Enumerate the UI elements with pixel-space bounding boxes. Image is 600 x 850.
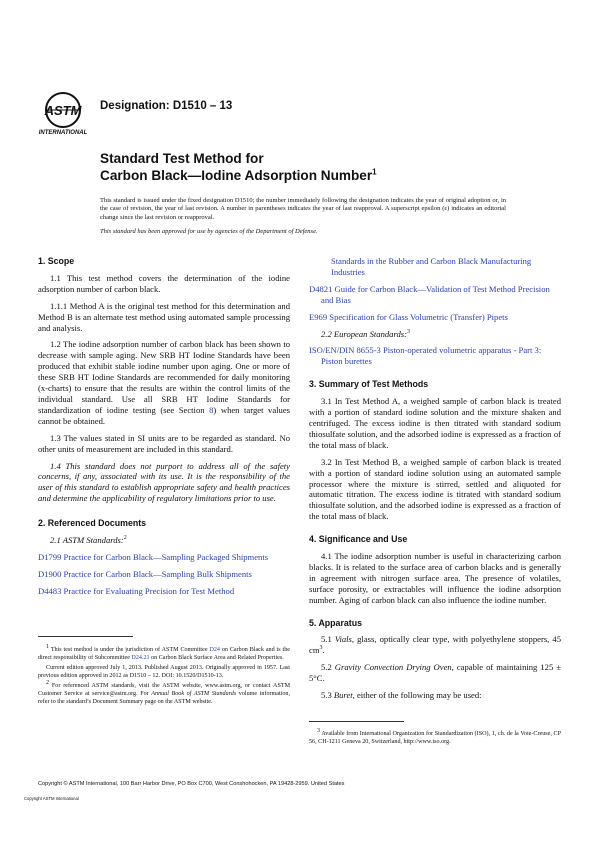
ref-d4821-title[interactable]: Guide for Carbon Black—Validation of Test Method Precision and Bias xyxy=(321,283,550,305)
right-column xyxy=(309,256,561,707)
footnote-divider-left xyxy=(38,636,133,637)
para-5-2-num: 5.2 xyxy=(321,662,335,673)
footnote-1-edition: Current edition approved July 1, 2013. Published August 2013. Originally approved in 1957. Last previous edition approved in 2012 as D1510 – 12. DOI: 10.1520/D1510-13. xyxy=(38,665,290,679)
footnote-2-italic: Annual Book of ASTM Standards xyxy=(151,691,237,697)
section-3-heading: 3. Summary of Test Methods xyxy=(309,379,429,390)
title-line-2 xyxy=(100,167,377,184)
ref-d1900-title[interactable]: Practice for Carbon Black—Sampling Bulk Shipments xyxy=(61,568,252,579)
para-5-1-term: Vials, xyxy=(334,634,355,645)
astm-standards-label: 2.1 ASTM Standards: xyxy=(50,535,124,546)
footnote-3-para: $^3$ Available from International Organization for Standardization (ISO), 1, ch. de la Voie-Creuse, CP 56, CH-1211 Geneva 20, Switzerland, http://www.iso.org. xyxy=(309,727,561,745)
para-5-3 xyxy=(309,690,561,701)
page-title xyxy=(100,150,377,184)
para-1-2 xyxy=(38,339,290,426)
issuance-note xyxy=(100,197,506,237)
section-1-heading: 1. Scope xyxy=(38,256,75,266)
footnote-2-text-end: volume information, refer to the standard’s Document Summary page on the ASTM website. xyxy=(38,691,290,705)
para-3-1: 3.1 In Test Method A, a weighed sample of carbon black is treated with a portion of standard iodine solution and the mixture shaken and centrifuged. The excess iodine is then titrated with standard sodium thiosulfate solution, and the adsorbed iodine is expressed as a fraction of the total mass of black. xyxy=(309,396,561,450)
footnote-3 xyxy=(309,727,561,748)
ref-d4483-continued xyxy=(309,256,561,278)
footnote-2-ref[interactable]: 2 xyxy=(123,535,127,542)
ref-d4483-title-cont[interactable]: Standards in the Rubber and Carbon Black Manufacturing Industries xyxy=(331,256,532,277)
ref-d1799-title[interactable]: Practice for Carbon Black—Sampling Packaged Shipments xyxy=(61,551,269,562)
title-main: Carbon Black—Iodine Adsorption Number xyxy=(100,168,373,183)
copyright-line-2: Copyright ASTM International xyxy=(24,796,79,801)
footnote-1-text-2: on Carbon Black and is the direct responsibility of Subcommittee xyxy=(38,647,290,661)
para-5-1-end: . xyxy=(322,645,325,656)
footnote-1-text-3: on Carbon Black Surface Area and Related Properties. xyxy=(149,655,284,661)
ref-d4821 xyxy=(309,284,561,306)
para-2-1 xyxy=(38,535,290,546)
para-1-4: 1.4 This standard does not purport to address all of the safety concerns, if any, associated with its use. It is the responsibility of the user of this standard to establish appropriate safety and health practices and determine the applicability of regulatory limitations prior to use. xyxy=(38,460,290,504)
para-5-1-num: 5.1 xyxy=(321,634,335,645)
designation: Designation: D1510 – 13 xyxy=(100,100,233,112)
para-1-2-text: 1.2 The iodine adsorption number of carbon black has been shown to decrease with sample aging. New SRB HT Iodine Standards have been produced that exhibit stable iodine number upon aging. One or more of these SRB HT Iodine Standards are recommended for daily monitoring (x-charts) to ensure that the results are within the control limits of the individual standard. Use all SRB HT Iodine Standards for standardization of iodine testing (see Section xyxy=(38,339,290,415)
cm3-superscript: 3 xyxy=(319,645,323,652)
para-3-2: 3.2 In Test Method B, a weighed sample of carbon black is treated with a portion of standard iodine solution using an automated sample processor where the mixture is stirred, settled and aliquoted for automatic titration. The excess iodine is titrated with standard sodium thiosulfate solution, and the adsorbed iodine is expressed as a fraction of the total mass of black. xyxy=(309,456,561,522)
ref-e969-title[interactable]: Specification for Glass Volumetric (Transfer) Pipets xyxy=(327,311,508,322)
section-4-heading: 4. Significance and Use xyxy=(309,534,408,545)
para-5-2 xyxy=(309,662,561,684)
section-5-heading: 5. Apparatus xyxy=(309,617,362,628)
copyright-line: Copyright © ASTM International, 100 Barr Harbor Drive, PO Box C700, West Conshohocken, PA 19428-2959. United States xyxy=(38,781,345,787)
para-4-1: 4.1 The iodine adsorption number is useful in characterizing carbon blacks. It is related to the surface area of carbon blacks and is generally in agreement with nitrogen surface area. The presence of volatiles, surface porosity, or extractables will influence the iodine adsorption number. Aging of carbon black can also influence the iodine number. xyxy=(309,551,561,605)
dod-approval-text: This standard has been approved for use by agencies of the Department of Defense. xyxy=(100,228,318,236)
para-5-2-term: Gravity Convection Drying Oven, xyxy=(334,662,454,673)
ref-e969-link[interactable]: E969 xyxy=(309,311,328,322)
title-line-1: Standard Test Method for xyxy=(100,151,264,166)
ref-d4483-link[interactable]: D4483 xyxy=(38,585,62,596)
ref-d4483-title[interactable]: Practice for Evaluating Precision for Test Method xyxy=(61,585,235,596)
footnote-2: $^2$ For referenced ASTM standards, visit the ASTM website, www.astm.org, or contact ASTM Customer Service at service@astm.org. For Annual Book of ASTM Standards volume information, refer to the standard’s Document Summary page on the ASTM website. xyxy=(38,679,290,705)
ref-iso-8655-3 xyxy=(309,345,561,367)
para-5-3-text: either of the following may be used: xyxy=(354,690,482,701)
logo-text: ASTM xyxy=(44,103,82,118)
issuance-text: This standard is issued under the fixed designation D1510; the number immediately following the designation indicates the year of original adoption or, in the case of revision, the year of last revision. A number in parentheses indicates the year of last reapproval. A superscript epsilon (ε) indicates an editorial change since the last revision or reapproval. xyxy=(100,197,506,221)
ref-iso-link[interactable]: ISO/EN/DIN 8655-3 Piston-operated volumetric apparatus - Part 3: Piston burettes xyxy=(309,345,542,367)
section-8-link[interactable]: 8 xyxy=(209,404,214,415)
astm-logo xyxy=(34,90,92,136)
footnote-1-text: This test method is under the jurisdiction of ASTM Committee xyxy=(50,647,210,653)
left-column xyxy=(38,256,290,603)
footnote-3-ref[interactable]: 3 xyxy=(407,328,411,335)
footnote-3-text: Available from International Organization for Standardization (ISO), 1, ch. de la Voie-Creuse, CP 56, CH-1211 Geneva 20, Switzerland, http://www.iso.org. xyxy=(309,731,561,745)
ref-d4483 xyxy=(38,586,290,597)
subcommittee-d24-21-link[interactable]: D24.21 xyxy=(131,655,150,661)
ref-d1799-link[interactable]: D1799 xyxy=(38,551,62,562)
committee-d24-link[interactable]: D24 xyxy=(209,647,220,653)
footnotes-left xyxy=(38,643,290,708)
ref-e969 xyxy=(309,312,561,323)
footnote-divider-right xyxy=(309,721,404,722)
para-2-2 xyxy=(309,329,561,340)
title-footnote-ref[interactable]: 1 xyxy=(372,167,377,177)
para-1-2-text-end: ) when target values cannot be obtained. xyxy=(38,404,290,426)
para-1-3: 1.3 The values stated in SI units are to be regarded as standard. No other units of measurement are included in this standard. xyxy=(38,432,290,454)
footnote-2-text: For referenced ASTM standards, visit the ASTM website, www.astm.org, or contact ASTM Customer Service at service@astm.org. For xyxy=(38,683,290,697)
para-5-2-text: capable of maintaining 125 ± 5°C. xyxy=(309,662,561,684)
para-5-3-term: Buret, xyxy=(333,690,355,701)
para-1-1-1: 1.1.1 Method A is the original test method for this determination and Method B is an alternate test method using automated sample processing and analysis. xyxy=(38,300,290,333)
para-5-3-num: 5.3 xyxy=(321,690,334,701)
ref-d4821-link[interactable]: D4821 xyxy=(309,283,333,294)
logo-subtext: INTERNATIONAL xyxy=(38,130,88,136)
ref-d1900-link[interactable]: D1900 xyxy=(38,568,62,579)
para-5-1 xyxy=(309,634,561,656)
ref-d1900 xyxy=(38,569,290,580)
european-standards-label: 2.2 European Standards: xyxy=(321,328,408,339)
section-2-heading: 2. Referenced Documents xyxy=(38,518,147,529)
footnote-1: $^1$ This test method is under the jurisdiction of ASTM Committee D24 on Carbon Black and is the direct responsibility of Subcommittee D24.21 on Carbon Black Surface Area and Related Properties. xyxy=(38,643,290,661)
ref-d1799 xyxy=(38,552,290,563)
para-5-1-text: glass, optically clear type, with polyethylene stoppers, 45 cm xyxy=(309,634,562,656)
para-1-1: 1.1 This test method covers the determination of the iodine adsorption number of carbon black. xyxy=(38,272,290,294)
astm-logo-icon xyxy=(34,90,92,136)
